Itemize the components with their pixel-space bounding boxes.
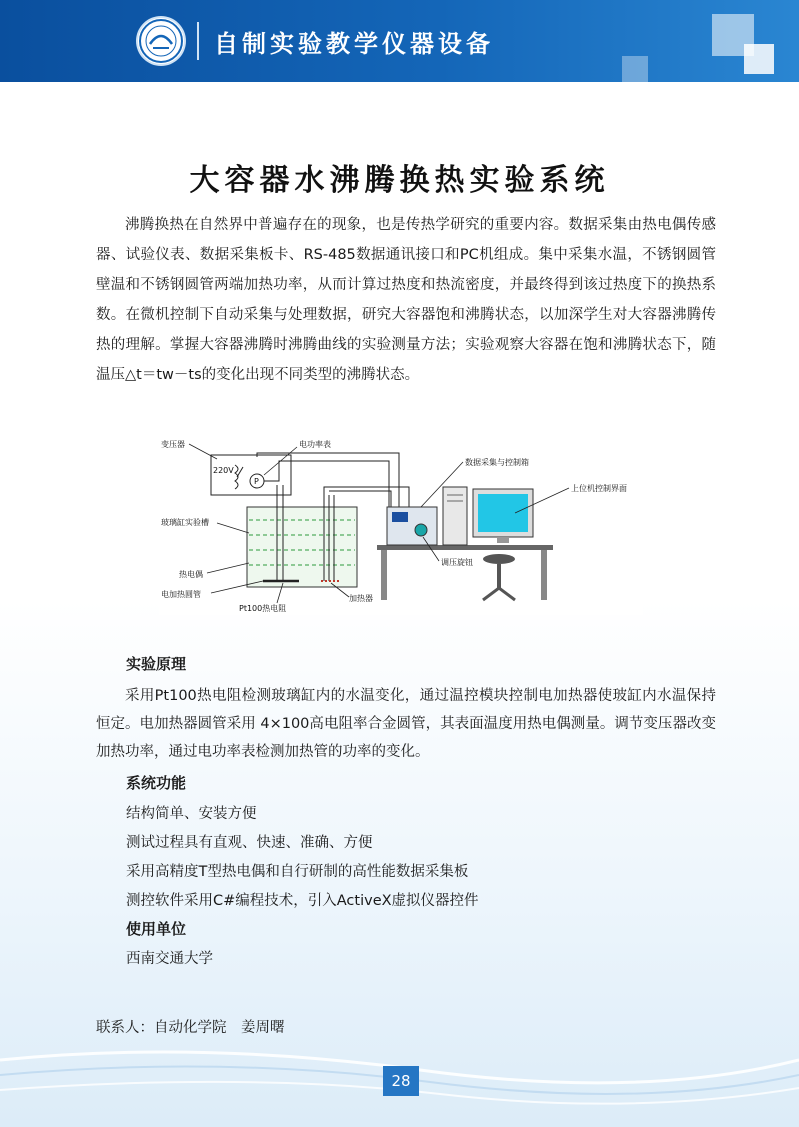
label-transformer: 变压器 [161, 440, 185, 449]
university-logo [138, 18, 184, 64]
user-heading: 使用单位 [126, 920, 187, 938]
page-number: 28 [383, 1066, 419, 1096]
label-voltage: 220V [213, 466, 234, 475]
label-heater: 加热器 [349, 594, 373, 603]
label-pc-ui: 上位机控制界面 [571, 484, 627, 493]
decor-square [744, 44, 774, 74]
svg-text:P: P [254, 477, 259, 486]
label-heating-tube: 电加热圆管 [161, 590, 201, 599]
contact-line: 联系人：自动化学院 姜周曙 [96, 1020, 285, 1036]
label-glass-tank: 玻璃缸实验槽 [161, 518, 209, 527]
page-header [0, 0, 799, 82]
features-heading: 系统功能 [126, 774, 187, 792]
feature-item: 结构简单、安装方便 [126, 806, 257, 822]
label-knob: 调压旋钮 [441, 558, 473, 567]
label-pt100: Pt100热电阻 [239, 604, 287, 613]
feature-item: 测试过程具有直观、快速、准确、方便 [126, 835, 373, 851]
label-daq-box: 数据采集与控制箱 [465, 458, 529, 467]
decor-square [622, 56, 648, 82]
system-diagram [159, 435, 643, 615]
label-thermocouple: 热电偶 [179, 570, 203, 579]
principle-text: 采用Pt100热电阻检测玻璃缸内的水温变化，通过温控模块控制电加热器使玻缸内水温保持恒定。电加热器圆管采用 4×100高电阻率合金圆管，其表面温度用热电偶测量。调节变压器改变加热功率，通过电功率表检测加热管的功率的变化。 [96, 688, 716, 760]
feature-item: 测控软件采用C#编程技术，引入ActiveX虚拟仪器控件 [126, 893, 479, 909]
intro-paragraph [96, 210, 716, 390]
header-divider [197, 22, 199, 60]
user-name: 西南交通大学 [126, 951, 213, 967]
intro-text: 沸腾换热在自然界中普遍存在的现象，也是传热学研究的重要内容。数据采集由热电偶传感器、试验仪表、数据采集板卡、RS-485数据通讯接口和PC机组成。集中采集水温，不锈钢圆管壁温和不锈钢圆管两端加热功率，从而计算过热度和热流密度，并最终得到该过热度下的换热系数。在微机控制下自动采集与处理数据，研究大容器饱和沸腾状态，以加深学生对大容器沸腾传热的理解。掌握大容器沸腾时沸腾曲线的实验测量方法；实验观察大容器在饱和沸腾状态下，随温压△t＝tw－ts的变化出现不同类型的沸腾状态。 [96, 217, 716, 383]
header-title: 自制实验教学仪器设备 [214, 30, 494, 58]
feature-item: 采用高精度T型热电偶和自行研制的高性能数据采集板 [126, 864, 469, 880]
page-title: 大容器水沸腾换热实验系统 [189, 163, 610, 198]
principle-heading: 实验原理 [126, 655, 187, 673]
label-power-meter: 电功率表 [299, 440, 331, 449]
